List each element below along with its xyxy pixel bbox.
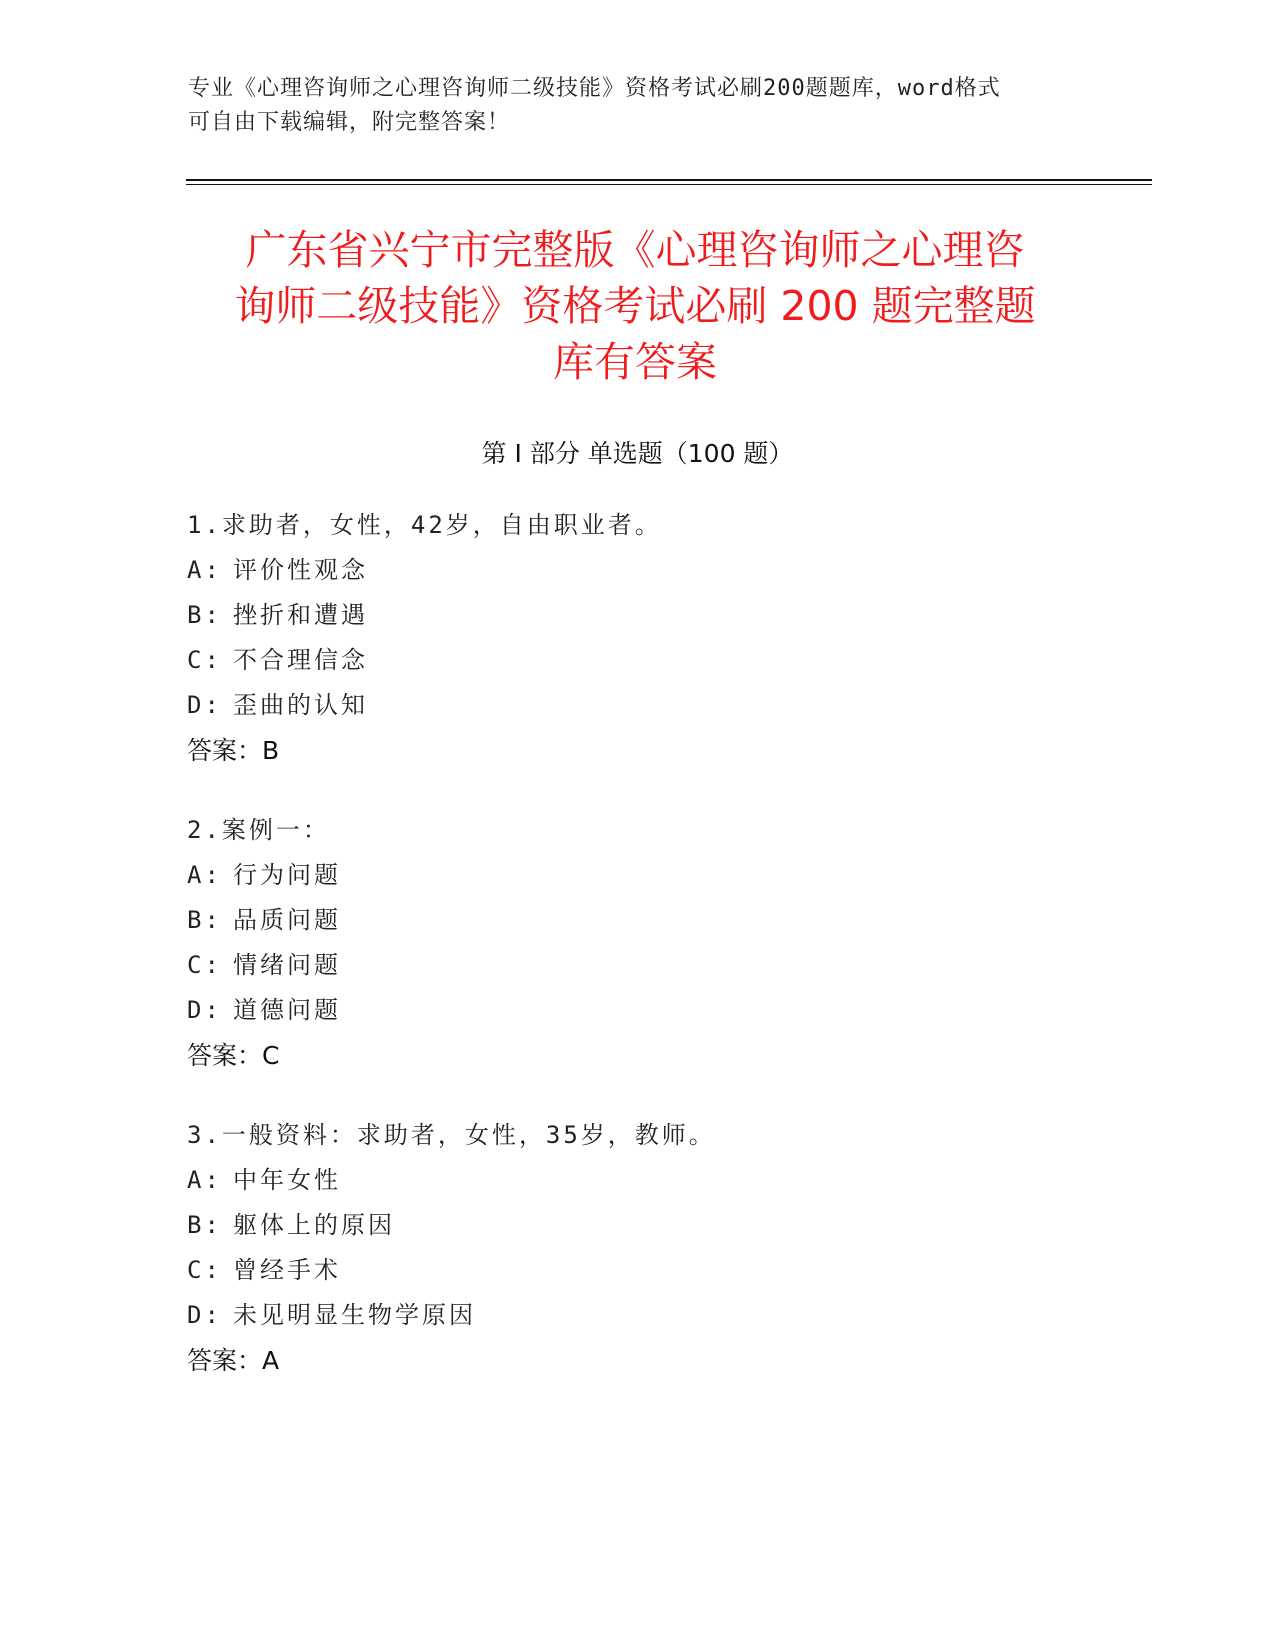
header-divider-thin (186, 184, 1152, 185)
answer-line: 答案：A (187, 1346, 280, 1375)
option-text: 中年女性 (233, 1166, 341, 1194)
option-text: 歪曲的认知 (233, 691, 368, 719)
option-letter: A: (187, 861, 222, 889)
question-1 (187, 503, 1137, 773)
option-text: 躯体上的原因 (233, 1211, 395, 1239)
question-stem: 3.一般资料：求助者，女性，35岁，教师。 (187, 1121, 716, 1149)
option-text: 未见明显生物学原因 (233, 1301, 476, 1329)
option-letter: B: (187, 906, 222, 934)
header-note-line-2: 可自由下载编辑，附完整答案！ (188, 110, 511, 135)
document-title-line-1: 广东省兴宁市完整版《心理咨询师之心理咨 (245, 226, 1025, 274)
document-title-line-3: 库有答案 (553, 338, 717, 386)
option-b (187, 593, 1137, 638)
option-a (187, 853, 1137, 898)
option-letter: A: (187, 1166, 222, 1194)
option-letter: C: (187, 951, 222, 979)
option-text: 情绪问题 (233, 951, 341, 979)
option-text: 挫折和遭遇 (233, 601, 368, 629)
option-c (187, 1248, 1137, 1293)
question-3 (187, 1113, 1137, 1383)
option-b (187, 898, 1137, 943)
option-a (187, 1158, 1137, 1203)
option-letter: D: (187, 1301, 222, 1329)
option-letter: D: (187, 996, 222, 1024)
header-note (188, 72, 1088, 140)
question-2 (187, 808, 1137, 1078)
document-title (170, 222, 1100, 390)
option-letter: C: (187, 1256, 222, 1284)
option-letter: B: (187, 1211, 222, 1239)
option-letter: B: (187, 601, 222, 629)
answer-line: 答案：B (187, 736, 280, 765)
answer-line: 答案：C (187, 1041, 280, 1070)
document-title-line-2: 询师二级技能》资格考试必刷 200 题完整题 (234, 282, 1036, 330)
header-note-line-1: 专业《心理咨询师之心理咨询师二级技能》资格考试必刷200题题库，word格式 (188, 76, 1001, 101)
option-c (187, 943, 1137, 988)
option-text: 行为问题 (233, 861, 341, 889)
option-text: 评价性观念 (233, 556, 368, 584)
option-d (187, 988, 1137, 1033)
option-d (187, 1293, 1137, 1338)
option-c (187, 638, 1137, 683)
option-b (187, 1203, 1137, 1248)
option-letter: A: (187, 556, 222, 584)
question-stem: 2.案例一： (187, 816, 330, 844)
option-text: 品质问题 (233, 906, 341, 934)
header-divider-thick (186, 179, 1152, 181)
option-text: 不合理信念 (233, 646, 368, 674)
option-letter: D: (187, 691, 222, 719)
question-stem: 1.求助者，女性，42岁，自由职业者。 (187, 511, 662, 539)
option-letter: C: (187, 646, 222, 674)
option-text: 曾经手术 (233, 1256, 341, 1284)
section-heading: 第 I 部分 单选题（100 题） (481, 439, 794, 468)
option-d (187, 683, 1137, 728)
option-a (187, 548, 1137, 593)
option-text: 道德问题 (233, 996, 341, 1024)
